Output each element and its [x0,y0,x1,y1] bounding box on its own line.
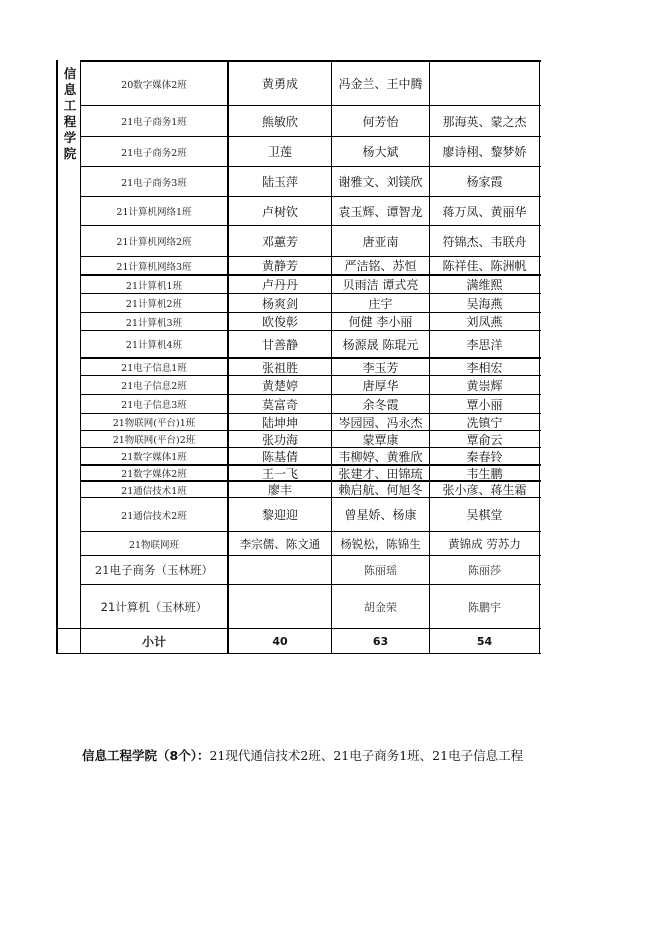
college-column [56,60,80,654]
name-cell-col1 [227,585,332,628]
class-name-cell: 21电子商务2班 [80,137,228,166]
name-cell-col3: 黄崇辉 [430,376,540,394]
name-cell-col2: 严洁铭、苏恒 [332,257,430,274]
name-cell-col3: 李相宏 [430,359,540,375]
subtotal-row [80,628,541,654]
college-name: 信息工程学院 [63,66,77,161]
table-row [80,394,541,413]
name-cell-col2: 李玉芳 [332,359,430,375]
table-row [80,136,541,166]
name-cell-col3: 冼镇宁 [430,414,540,430]
name-cell-col3: 吴海燕 [430,294,540,312]
name-cell-col3: 黄锦成 劳苏力 [430,532,540,555]
table-row [80,330,541,357]
name-cell-col2: 岑园园、冯永杰 [332,414,430,430]
name-cell-col1: 邓蕙芳 [227,226,332,256]
name-cell-col2: 张建才、田锦琉 [332,466,430,480]
table-row [80,497,541,531]
table-row [80,357,541,375]
name-cell-col1: 甘善静 [227,331,332,357]
class-name-cell: 21电子商务（玉林班） [80,556,228,584]
name-cell-col1: 陆玉萍 [227,167,332,196]
table-row [80,60,541,105]
table-row [80,464,541,480]
name-cell-col1: 卫莲 [227,137,332,166]
name-cell-col1: 王一飞 [227,466,332,480]
table-row [80,225,541,256]
name-cell-col2: 唐厚华 [332,376,430,394]
subtotal-col2: 63 [332,629,430,653]
subtotal-separator [58,628,80,629]
class-name-cell: 21电子信息2班 [80,376,228,394]
name-cell-col2: 蒙覃康 [332,431,430,447]
table-row [80,312,541,330]
name-cell-col3: 陈丽莎 [430,556,540,584]
college-summary [82,746,523,764]
name-cell-col1 [227,556,332,584]
award-table [80,60,541,654]
name-cell-col1: 黄勇成 [227,62,332,105]
name-cell-col1: 欧俊彰 [227,313,332,330]
class-name-cell: 21物联网(平台)2班 [80,431,228,447]
class-name-cell: 21电子商务1班 [80,106,228,136]
class-name-cell: 21计算机（玉林班） [80,585,228,628]
name-cell-col3: 韦生鹏 [430,466,540,480]
name-cell-col1: 莫富奇 [227,395,332,413]
table-row [80,531,541,555]
class-name-cell: 21计算机4班 [80,331,228,357]
name-cell-col3: 李思洋 [430,331,540,357]
name-cell-col3: 秦春铃 [430,448,540,464]
name-cell-col1: 陆坤坤 [227,414,332,430]
name-cell-col3: 杨家霞 [430,167,540,196]
name-cell-col2: 袁玉辉、谭智龙 [332,197,430,225]
table-row [80,480,541,497]
name-cell-col2: 何健 李小丽 [332,313,430,330]
class-name-cell: 21计算机网络1班 [80,197,228,225]
name-cell-col1: 卢树钦 [227,197,332,225]
class-name-cell: 21计算机3班 [80,313,228,330]
name-cell-col2: 赖启航、何旭冬 [332,482,430,497]
class-name-cell: 21电子信息3班 [80,395,228,413]
summary-text: 21现代通信技术2班、21电子商务1班、21电子信息工程 [209,748,524,763]
class-name-cell: 21计算机1班 [80,276,228,293]
name-cell-col2: 谢雅文、刘镁欣 [332,167,430,196]
table-row [80,256,541,274]
class-name-cell: 21电子信息1班 [80,359,228,375]
table-row [80,430,541,447]
name-cell-col1: 张祖胜 [227,359,332,375]
name-cell-col1: 黄静芳 [227,257,332,274]
class-name-cell: 21数字媒体2班 [80,466,228,480]
table-row [80,196,541,225]
name-cell-col3: 覃俞云 [430,431,540,447]
name-cell-col2: 余冬霞 [332,395,430,413]
table-row [80,447,541,464]
table-row [80,584,541,628]
class-name-cell: 21电子商务3班 [80,167,228,196]
class-name-cell: 21计算机2班 [80,294,228,312]
table-row [80,274,541,293]
name-cell-col1: 卢丹丹 [227,276,332,293]
name-cell-col2: 唐亚南 [332,226,430,256]
class-name-cell: 21通信技术1班 [80,482,228,497]
name-cell-col3: 蒋万凤、黄丽华 [430,197,540,225]
class-name-cell: 21计算机网络3班 [80,257,228,274]
name-cell-col2: 陈丽瑶 [332,556,430,584]
name-cell-col3: 张小彦、蒋生霜 [430,482,540,497]
name-cell-col2: 杨大斌 [332,137,430,166]
name-cell-col1: 陈基倩 [227,448,332,464]
name-cell-col1: 李宗儒、陈文通 [227,532,332,555]
table-row [80,413,541,430]
name-cell-col2: 韦柳婷、黄雅欣 [332,448,430,464]
name-cell-col3: 陈祥佳、陈洲帆 [430,257,540,274]
subtotal-label: 小计 [80,629,228,653]
class-name-cell: 21数字媒体1班 [80,448,228,464]
name-cell-col1: 熊敏欣 [227,106,332,136]
name-cell-col2: 冯金兰、王中腾 [332,62,430,105]
summary-label: 信息工程学院（8个） [82,748,197,763]
table-row [80,293,541,312]
name-cell-col2: 曾星娇、杨康 [332,498,430,531]
table-row [80,166,541,196]
table-row [80,375,541,394]
name-cell-col3: 廖诗栩、黎梦娇 [430,137,540,166]
class-name-cell: 21计算机网络2班 [80,226,228,256]
class-name-cell: 21通信技术2班 [80,498,228,531]
class-name-cell: 21物联网班 [80,532,228,555]
name-cell-col3: 吴棋堂 [430,498,540,531]
class-name-cell: 20数字媒体2班 [80,62,228,105]
name-cell-col3: 满维熙 [430,276,540,293]
name-cell-col3 [430,62,540,105]
name-cell-col2: 杨锐松，陈锦生 [332,532,430,555]
name-cell-col1: 张功海 [227,431,332,447]
name-cell-col1: 廖丰 [227,482,332,497]
table-row [80,555,541,584]
name-cell-col2: 杨源晟 陈琨元 [332,331,430,357]
name-cell-col2: 贝雨洁 谭式亮 [332,276,430,293]
name-cell-col1: 黄楚婷 [227,376,332,394]
name-cell-col3: 那海英、蒙之杰 [430,106,540,136]
name-cell-col2: 何芳怡 [332,106,430,136]
subtotal-col3: 54 [430,629,540,653]
summary-colon: ： [196,748,210,763]
name-cell-col3: 陈鹏宇 [430,585,540,628]
subtotal-col1: 40 [227,629,332,653]
table-row [80,105,541,136]
name-cell-col1: 黎迎迎 [227,498,332,531]
name-cell-col2: 胡金荣 [332,585,430,628]
name-cell-col2: 庄宇 [332,294,430,312]
class-name-cell: 21物联网(平台)1班 [80,414,228,430]
name-cell-col3: 符锦杰、韦联舟 [430,226,540,256]
name-cell-col3: 覃小丽 [430,395,540,413]
name-cell-col1: 杨爽剑 [227,294,332,312]
name-cell-col3: 刘凤燕 [430,313,540,330]
